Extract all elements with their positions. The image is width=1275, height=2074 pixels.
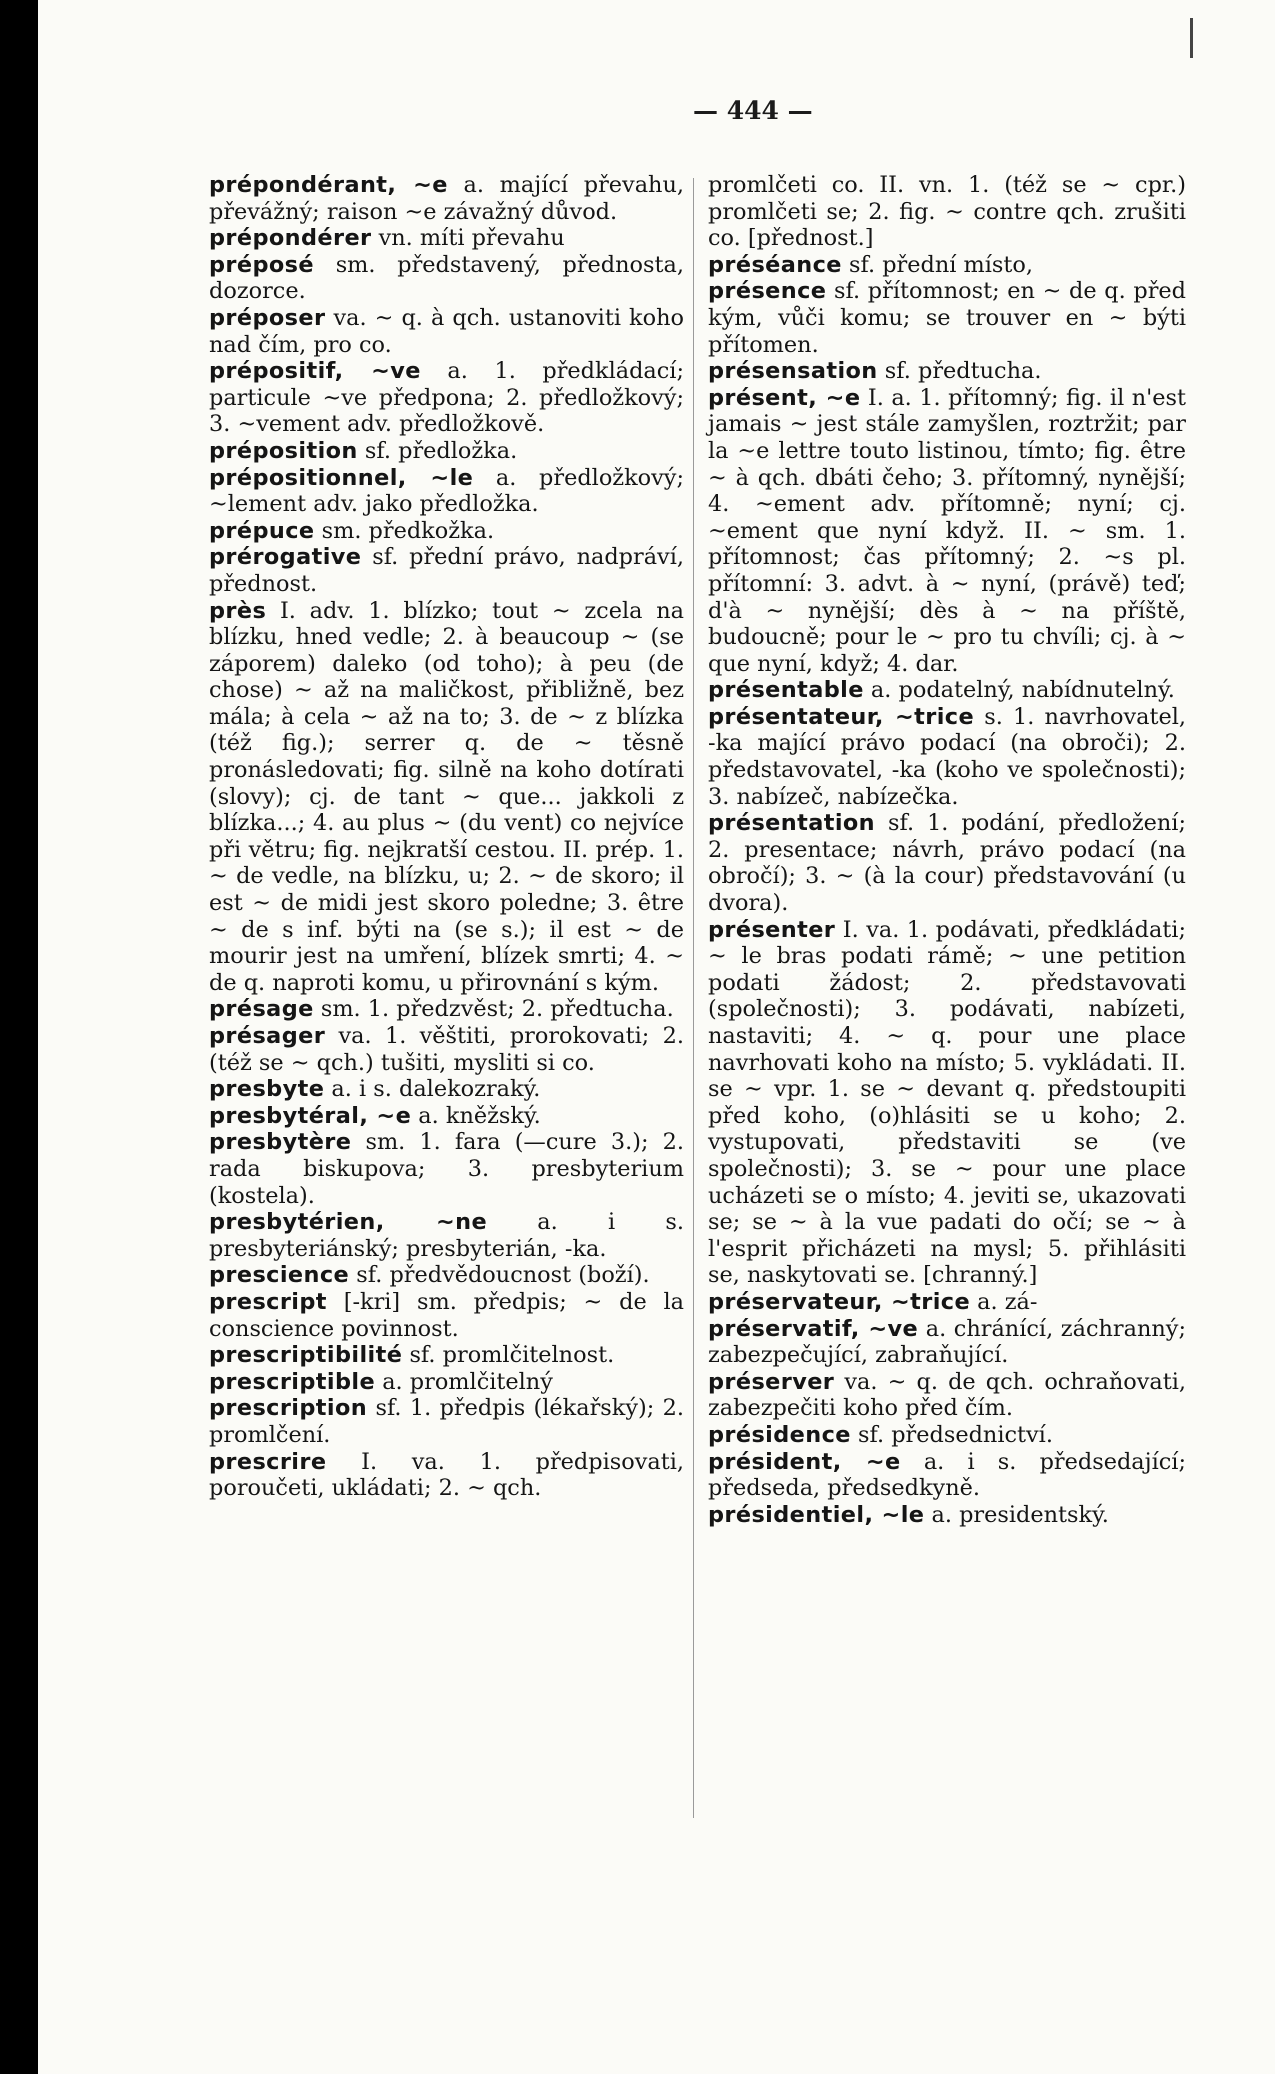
entry-definition: sm. 1. fara (—cure 3.); 2. rada biskupova; 3. presbyterium (kostela).: [209, 1129, 684, 1209]
dictionary-entry: [708, 1502, 1186, 1529]
dictionary-entry: [708, 358, 1186, 385]
entry-definition: sf. přední místo,: [841, 251, 1034, 278]
entry-definition: va. 1. věštiti, prorokovati; 2. (též se ~ qch.) tušiti, mysliti si co.: [209, 1023, 684, 1076]
right-column: [708, 172, 1186, 1528]
entry-definition: a. i s. presbyteriánský; presbyterián, -ka.: [209, 1209, 684, 1262]
entry-definition: sf. 1. podání, předložení; 2. presentace; návrh, právo podací (na obročí); 3. ~ (à la cour) představování (u dvora).: [708, 810, 1186, 917]
entry-definition: sf. předvědoucnost (boží).: [349, 1262, 650, 1289]
entry-definition: va. ~ q. de qch. ochraňovati, zabezpečiti koho před čím.: [708, 1368, 1186, 1422]
entry-headword: prépositif, ~ve: [209, 358, 421, 385]
entry-headword: présidentiel, ~le: [708, 1501, 925, 1528]
page-number: — 444 —: [693, 96, 813, 125]
dictionary-entry: [708, 810, 1186, 916]
entry-headword: prépondérer: [209, 225, 372, 252]
dictionary-entry: [209, 1262, 684, 1289]
dictionary-entry: [708, 704, 1186, 810]
dictionary-entry: [209, 305, 684, 358]
dictionary-entry: [708, 278, 1186, 358]
entry-definition: a. chránící, záchranný; zabezpečující, zabraňující.: [708, 1315, 1186, 1369]
entry-headword: présager: [209, 1023, 326, 1049]
entry-definition: a. mající převahu, převážný; raison ~e závažný důvod.: [209, 172, 685, 225]
dictionary-entry: [209, 518, 684, 545]
entry-definition: a. předložkový; ~lement adv. jako předložka.: [209, 464, 684, 518]
entry-definition: a. kněžský.: [411, 1102, 541, 1129]
entry-headword: présidence: [708, 1421, 851, 1448]
dictionary-entry: [209, 544, 684, 597]
entry-headword: présentation: [708, 810, 876, 837]
dictionary-page: [38, 0, 1275, 2074]
entry-headword: prépuce: [209, 517, 315, 544]
dictionary-entry: [209, 225, 684, 252]
entry-headword: prérogative: [209, 544, 362, 571]
entry-headword: presbytéral, ~e: [209, 1102, 412, 1129]
entry-definition: va. ~ q. à qch. ustanoviti koho nad čím, pro co.: [209, 304, 684, 358]
entry-definition: I. a. 1. přítomný; fig. il n'est jamais ~ jest stále zamyšlen, roztržit; par la ~e lettre touto listinou, tímto; fig. être ~ à qch. dbáti čeho; 3. přítomný, nynější; 4. ~ement adv. přítomně; nyní; cj. ~ement que nyní když. II. ~ sm. 1. přítomnost; čas přítomný; 2. ~s pl. přítomní: 3. advt. à ~ nyní, (právě) teď; d'à ~ nynější; dès à ~ na příště, budoucně; pour le ~ pro tu chvíli; cj. à ~ que nyní, když; 4. dar.: [708, 384, 1187, 677]
entry-definition: sf. promlčitelnost.: [402, 1342, 615, 1369]
entry-headword: présenter: [708, 916, 836, 943]
entry-definition: sf. přední právo, nadpráví, přednost.: [209, 544, 684, 597]
dictionary-entry: [209, 1449, 684, 1502]
page-edge-mark: [1190, 18, 1193, 58]
entry-definition: s. 1. navrhovatel, -ka mající právo podací (na obroči); 2. představovatel, -ka (koho ve společnosti); 3. nabízeč, nabízečka.: [708, 703, 1186, 810]
entry-headword: présage: [209, 996, 314, 1023]
entry-definition: sf. přítomnost; en ~ de q. před kým, vůči komu; se trouver en ~ býti přítomen.: [708, 278, 1186, 358]
dictionary-entry: [708, 917, 1186, 1289]
entry-headword: prépondérant, ~e: [209, 172, 448, 198]
entry-definition: vn. míti převahu: [371, 225, 565, 252]
entry-headword: préserver: [708, 1368, 835, 1395]
dictionary-entry: [209, 1369, 684, 1396]
entry-definition: I. adv. 1. blízko; tout ~ zcela na blízku, hned vedle; 2. à beaucoup ~ (se záporem) daleko (od toho); à peu (de chose) ~ až na maličkost, přibližně, bez mála; à cela ~ až na to; 3. de ~ z blízka (též fig.); serrer q. de ~ těsně pronásledovati; fig. silně na koho dotírati (slovy); cj. de tant ~ que... jakkoli z blízka...; 4. au plus ~ (du vent) co nejvíce při větru; fig. nejkratší cestou. II. prép. 1. ~ de vedle, na blízku, u; 2. ~ de skoro; il est ~ de midi jest skoro poledne; 3. être ~ de s inf. býti na (se s.); il est ~ de mourir jest na umření, blízek smrti; 4. ~ de q. naproti komu, u přirovnání s kým.: [209, 597, 684, 996]
dictionary-entry: [209, 996, 684, 1023]
dictionary-entry: [209, 598, 684, 997]
entry-headword: préposé: [209, 251, 314, 278]
dictionary-entry: [708, 172, 1186, 252]
dictionary-entry: [708, 1369, 1186, 1422]
entry-headword: prescript: [209, 1288, 327, 1315]
entry-definition: I. va. 1. podávati, předkládati; ~ le bras podati rámě; ~ une petition podati žádost; 2. představovati (společnosti); 3. podávati, nabízeti, nastaviti; 4. ~ q. pour une place navrhovati koho na místo; 5. vykládati. II. se ~ vpr. 1. se ~ devant q. předstoupiti před koho, (o)hlásiti se u koho; 2. vystupovati, představiti se (ve společnosti); 3. se ~ pour une place ucházeti se o místo; 4. jeviti se, ukazovati se; se ~ à la vue padati do očí; se ~ à l'esprit přicházeti na mysl; 5. přihlásiti se, naskytovati se. [chranný.]: [708, 916, 1186, 1289]
dictionary-entry: [708, 385, 1186, 678]
entry-definition: sm. 1. předzvěst; 2. předtucha.: [313, 996, 674, 1023]
entry-definition: promlčeti co. II. vn. 1. (též se ~ cpr.) promlčeti se; 2. fig. ~ contre qch. zrušiti co. [přednost.]: [708, 172, 1186, 252]
entry-headword: préservateur, ~trice: [708, 1288, 971, 1315]
dictionary-entry: [708, 1449, 1186, 1502]
entry-definition: sf. 1. předpis (lékařský); 2. promlčení.: [209, 1395, 684, 1448]
entry-headword: préséance: [708, 251, 842, 278]
dictionary-entry: [209, 465, 684, 518]
dictionary-entry: [209, 1103, 684, 1130]
entry-headword: présensation: [708, 358, 878, 385]
entry-definition: a. 1. předkládací; particule ~ve předpona; 2. předložkový; 3. ~vement adv. předložkově.: [209, 358, 685, 438]
entry-headword: préservatif, ~ve: [708, 1315, 919, 1342]
dictionary-entry: [209, 172, 684, 225]
entry-definition: [-kri] sm. předpis; ~ de la conscience povinnost.: [209, 1288, 684, 1342]
dictionary-entry: [708, 252, 1186, 279]
entry-headword: presbytère: [209, 1129, 352, 1156]
dictionary-entry: [209, 252, 684, 305]
entry-definition: sf. předtucha.: [877, 358, 1042, 385]
entry-headword: près: [209, 597, 267, 624]
entry-definition: a. i s. dalekozraký.: [324, 1076, 541, 1103]
entry-headword: présence: [708, 278, 827, 305]
entry-headword: présentable: [708, 677, 864, 704]
entry-headword: prescience: [209, 1262, 350, 1289]
entry-definition: I. va. 1. předpisovati, poroučeti, ukládati; 2. ~ qch.: [209, 1448, 684, 1502]
entry-definition: a. zá-: [970, 1288, 1038, 1315]
entry-headword: presbyte: [209, 1076, 325, 1103]
entry-definition: a. i s. předsedající; předseda, předsedkyně.: [708, 1448, 1186, 1502]
entry-headword: président, ~e: [708, 1448, 901, 1475]
left-column: [209, 172, 684, 1502]
entry-headword: prescrire: [209, 1448, 327, 1475]
dictionary-entry: [209, 1209, 684, 1262]
entry-headword: presbytérien, ~ne: [209, 1209, 488, 1236]
dictionary-entry: [209, 1395, 684, 1448]
dictionary-entry: [708, 1422, 1186, 1449]
dictionary-entry: [708, 677, 1186, 704]
entry-definition: a. podatelný, nabídnutelný.: [863, 677, 1175, 704]
dictionary-entry: [209, 1289, 684, 1342]
entry-definition: sm. předkožka.: [314, 517, 495, 544]
column-divider: [693, 178, 694, 1818]
entry-definition: sf. předsednictví.: [850, 1421, 1053, 1448]
dictionary-entry: [209, 358, 684, 438]
entry-headword: préposition: [209, 437, 358, 464]
entry-headword: présent, ~e: [708, 384, 861, 411]
entry-headword: présentateur, ~trice: [708, 703, 975, 730]
dictionary-entry: [708, 1289, 1186, 1316]
dictionary-entry: [209, 1342, 684, 1369]
dictionary-entry: [209, 1129, 684, 1209]
entry-headword: prescriptibilité: [209, 1342, 403, 1369]
dictionary-entry: [708, 1316, 1186, 1369]
entry-definition: sm. představený, přednosta, dozorce.: [209, 251, 684, 305]
dictionary-entry: [209, 1076, 684, 1103]
entry-headword: prescription: [209, 1395, 368, 1422]
dictionary-entry: [209, 438, 684, 465]
entry-headword: prescriptible: [209, 1368, 376, 1395]
entry-definition: a. promlčitelný: [375, 1368, 553, 1395]
entry-definition: a. presidentský.: [924, 1501, 1109, 1528]
entry-headword: préposer: [209, 304, 326, 331]
entry-headword: prépositionnel, ~le: [209, 464, 474, 491]
dictionary-entry: [209, 1023, 684, 1076]
entry-definition: sf. předložka.: [357, 437, 518, 464]
